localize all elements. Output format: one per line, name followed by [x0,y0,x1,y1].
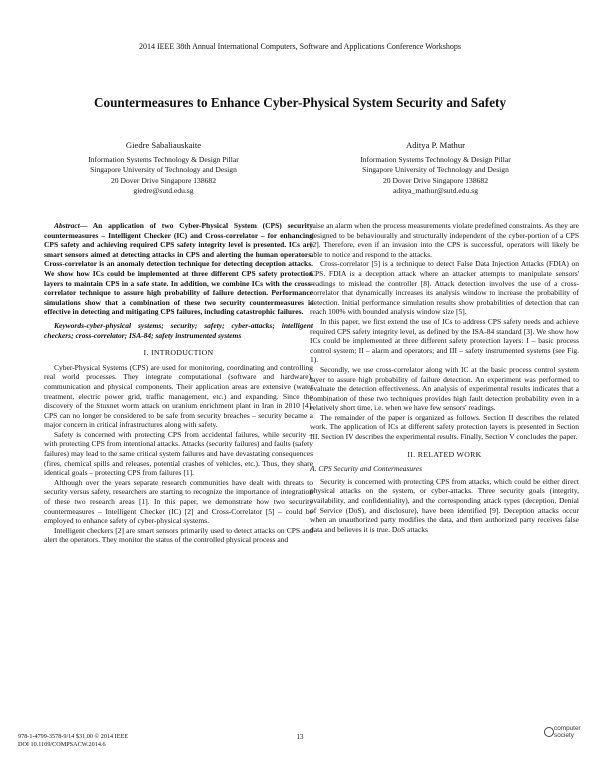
logo-text-line2: society [554,731,574,739]
author-affiliation: Information Systems Technology & Design Pillar [88,155,239,165]
paragraph: Cyber-Physical Systems (CPS) are used for monitoring, coordinating and controlling real world processes. They integrate computational (software and hardware), communication and physical components. Their application areas are extensive (water treatment, electric power grid, traffic management, etc.) and expanding. Since the discovery of the Stuxnet worm attack on uranium enrichment plant in Iran in 2010 [4], CPS can no longer be considered to be safe from security breaches – security became a major concern in critical infrastructures along with safety. [44,362,313,430]
paragraph: Although over the years separate research communities have dealt with threats to security versus safety, researchers are starting to recognize the importance of integration of these two research areas [1]. In this paper, we demonstrate how two security countermeasures – Intelligent Checker (IC) [2] and Cross-Correlator [5] – could be employed to enhance safety of cyber-physical systems. [44,477,313,526]
abstract [44,221,313,317]
conference-header: 2014 IEEE 38th Annual International Computers, Software and Applications Conference Workshops [138,42,462,51]
paragraph: Security is concerned with protecting CPS from attacks, which could be either direct physical attacks on the system, or cyber-attacks. Three security goals (integrity, availability, and confidentiality), and the corresponding attack types (deception, Denial of Service (DoS), and disclosure), have been identified [9]. Deception attacks occur when an unauthorized party modifies the data, and then authorized party receives false data and believes it is true. DoS attacks [310,476,579,534]
author-email: giedre@sutd.edu.sg [133,185,194,195]
abstract-label: Abstract [54,221,80,230]
logo-text [554,726,581,740]
author-name: Giedre Sabaliauskaite [125,140,202,150]
computer-society-logo [540,720,586,746]
author-block-2 [298,140,573,196]
author-name: Aditya P. Mathur [406,140,465,150]
paragraph: The remainder of the paper is organized as follows. Section II describes the related work. The application of ICs at different safety protection layers is presented in Section III. Section IV describes the experimental results. Finally, Section V concludes the paper. [310,412,579,442]
page-number: 13 [296,733,304,741]
author-block-1 [26,140,301,196]
abstract-text: — An application of two Cyber-Physical System (CPS) security countermeasures – Intelligent Checker (IC) and Cross-correlator – for enhancing CPS safety and achieving required CPS safety integrity level is presented. ICs are smart sensors aimed at detecting attacks in CPS and alerting the human operators. Cross-correlator is an anomaly detection technique for detecting deception attacks. We show how ICs could be implemented at three different CPS safety protection layers to maintain CPS in a safe state. In addition, we combine ICs with the cross-correlator technique to assure high probability of failure detection. Performance simulations show that a combination of these two security countermeasures is effective in detecting and mitigating CPS failures, including catastrophic failures. [44,221,313,317]
paragraph: In this paper, we first extend the use of ICs to address CPS safety needs and achieve required CPS safety integrity level, as defined by the ISA-84 standard [3]. We show how ICs could be implemented at three different safety protection layers: I – basic process control system; II – alarm and operators; and III – safety instrumented systems (see Fig. 1). [310,316,579,365]
left-column [44,221,313,545]
author-university: Singapore University of Technology and Design [90,165,237,175]
logo-mark-icon [544,727,554,737]
author-address: 20 Dover Drive Singapore 138682 [110,175,217,185]
paper-title: Countermeasures to Enhance Cyber-Physical System Security and Safety [93,95,507,110]
keywords: Keywords-cyber-physical systems; security; safety; cyber-attacks; intelligent checkers; cross-correlator; ISA-84; safety instrumented systems [44,320,313,340]
section-heading: II. RELATED WORK [407,449,482,459]
logo-text-line1: computer [554,725,581,732]
footer-isbn: 978-1-4799-3578-9/14 $31.00 © 2014 IEEE [18,733,129,740]
paragraph: raise an alarm when the process measurements violate predefined constraints. As they are designed to be behaviourally and structurally independent of the cyber-portion of a CPS [2]. Therefore, even if an invasion into the CPS is successful, operators will likely be able to notice and respond to the attacks. [310,221,579,259]
paragraph: Safety is concerned with protecting CPS from accidental failures, while security – with protecting CPS from intentional attacks. Attacks (security failures) and faults (safety failures) may lead to the same critical system failures and have devastating consequences (fires, chemical spills and releases, potential crashes of vehicles, etc.). Thus, they share identical goals – protecting CPS from failures [1]. [44,429,313,478]
paragraph: Cross-correlator [5] is a technique to detect False Data Injection Attacks (FDIA) on CPS. FDIA is a deception attack where an attacker attempts to manipulate sensors' readings to mislead the controller [8]. Attack detection involves the use of a cross-correlator that dynamically increases its analysis window to increase the probability of detection. Initial performance simulation results show probabilities of detection that can reach 100% with bounded analysis window size [5]. [310,259,579,317]
paragraph: Secondly, we use cross-correlator along with IC at the basic process control system layer to assure high probability of failure detection. An experiment was performed to evaluate the detection effectiveness. An analysis of experimental results indicates that a combination of these two techniques provides high fault detection probability even in a relatively short time, i.e. when we have few sensors' readings. [310,364,579,413]
paragraph: Intelligent checkers [2] are smart sensors primarily used to detect attacks on CPS and alert the operators. They monitor the status of the controlled physical process and [44,525,313,545]
author-affiliation: Information Systems Technology & Design Pillar [360,155,511,165]
right-column [310,221,579,534]
footer-doi: DOI 10.1109/COMPSACW.2014.6 [18,741,106,748]
author-address: 20 Dover Drive Singapore 138682 [382,175,489,185]
subsection-heading: A. CPS Security and Contermeasures [310,464,422,474]
author-email: aditya_mathur@sutd.edu.sg [392,185,479,195]
author-university: Singapore University of Technology and Design [362,165,509,175]
section-heading: I. INTRODUCTION [143,348,214,358]
